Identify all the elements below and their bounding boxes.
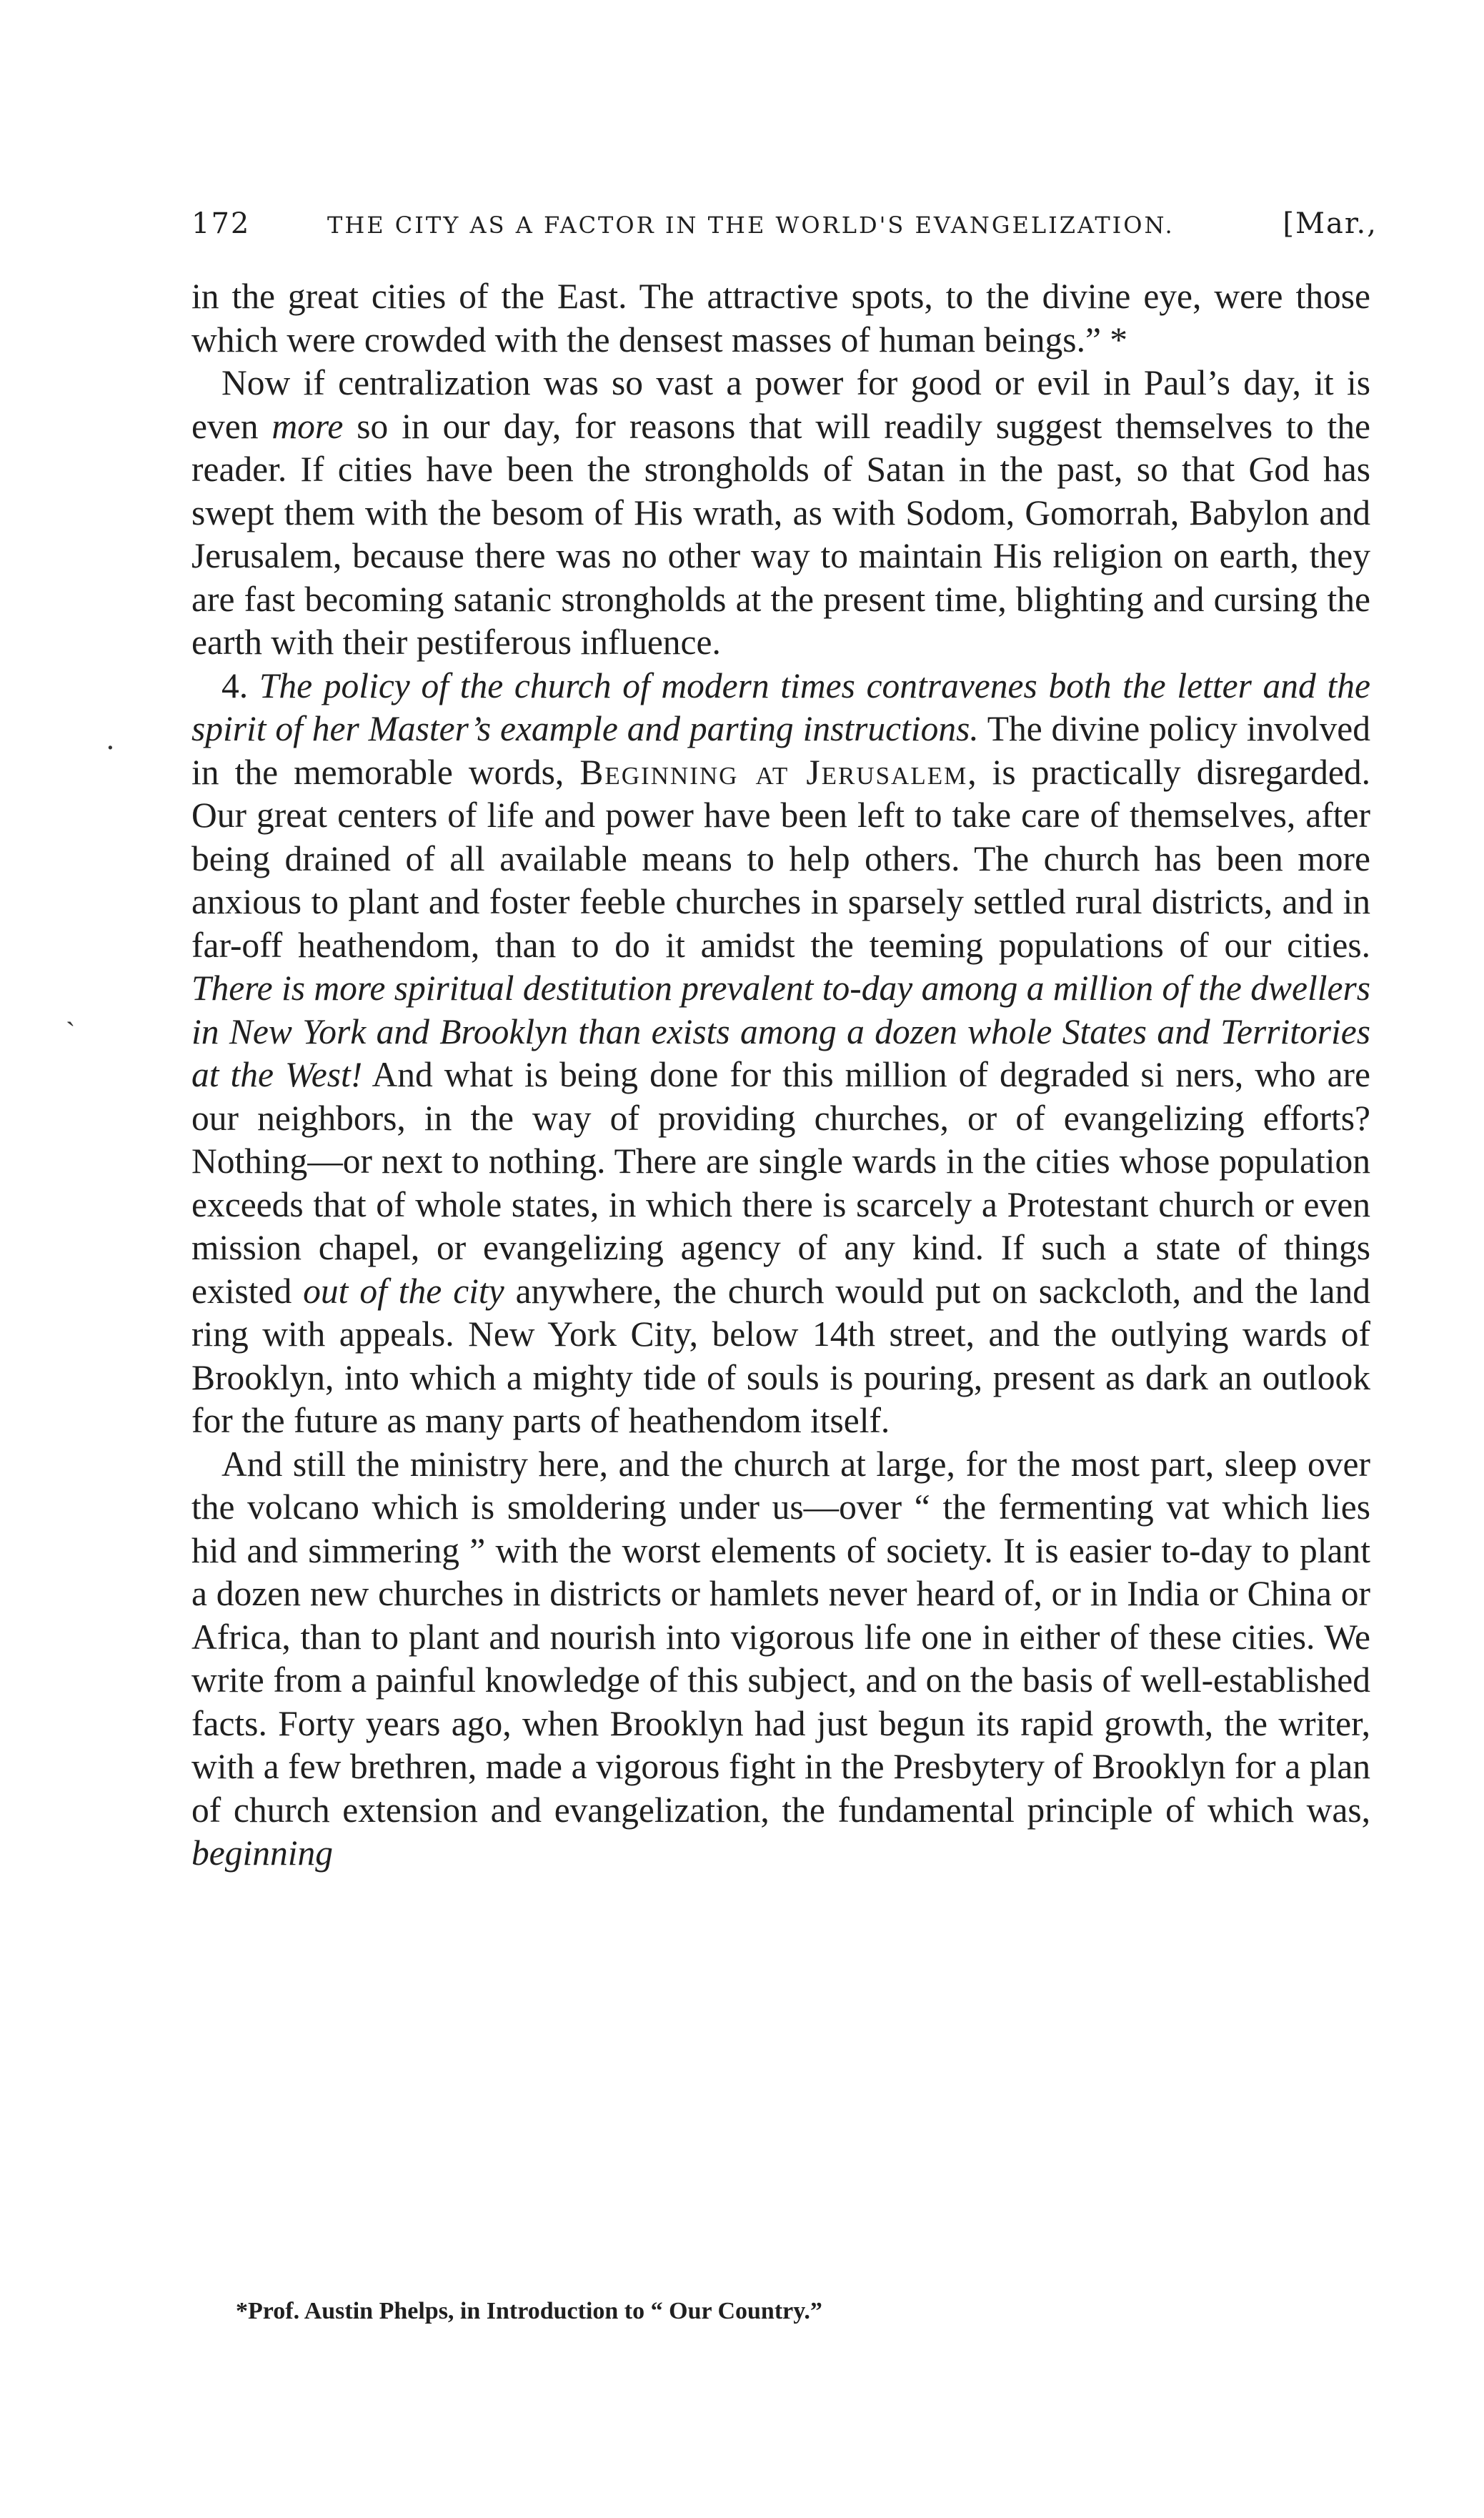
text-run: , is practically disregarded. Our great centers of life and power have been left to take care of themselves, after being drained of all available means to help others. The church has been more anxious to plant and foster feeble churches in sparsely settled rural districts, and in far-off heathendom, than to do it amidst the teeming populations of our cities. — [191, 752, 1370, 965]
paragraph-4 — [191, 1443, 1370, 1875]
paragraph-2 — [191, 362, 1370, 665]
text-run: And what is being done for this million of degraded si ners, who are our neighbors, in the way of providing churches, or of evangelizing efforts? Nothing—or next to nothing. There are single wards in the cities whose population exceeds that of whole states, in which there is scarcely a Protestant church or even mission chapel, or evangelizing agency of any kind. If such a state of things existed — [191, 1055, 1370, 1311]
margin-tick: ˏ — [66, 994, 76, 1027]
running-header — [191, 207, 1378, 257]
text-run: The divine policy involved in the memorable words, — [191, 709, 1370, 792]
text-run: 4. — [221, 665, 259, 705]
text-run: in the great cities of the East. The attractive spots, to the divine eye, were those which were crowded with the densest masses of human beings.” * — [191, 277, 1370, 360]
text-run: Now if centralization was so vast a power for good or evil in Paul’s day, it is even — [191, 363, 1370, 446]
emphasis-out-of-city: out of the city — [303, 1271, 504, 1311]
text-run: anywhere, the church would put on sackcloth, and the land ring with appeals. New York City, below 14th street, and the outlying wards of Brooklyn, into which a mighty tide of souls is pouring, present as dark an outlook for the future as many parts of heathendom itself. — [191, 1271, 1370, 1440]
emphasis-more: more — [272, 406, 344, 446]
page-number: 172 — [191, 207, 251, 240]
paragraph-1 — [191, 275, 1370, 362]
section-heading-italic: The policy of the church of modern times contravenes both the letter and the spirit of her Master’s example and parting instructions. — [191, 665, 1370, 748]
body-text — [191, 275, 1370, 1875]
emphasis-destitution: There is more spiritual destitution prevalent to-day among a million of the dwellers in New York and Brooklyn than exists among a dozen whole States and Territories at the West! — [191, 968, 1370, 1094]
running-section: [Mar., — [1283, 207, 1378, 240]
paragraph-3 — [191, 665, 1370, 1443]
small-caps-phrase: Beginning at Jerusalem — [579, 752, 968, 792]
margin-dot: . — [106, 723, 115, 756]
running-title: THE CITY AS A FACTOR IN THE WORLD'S EVANGELIZATION. — [327, 212, 1175, 239]
emphasis-beginning: beginning — [191, 1833, 333, 1873]
text-run: so in our day, for reasons that will readily suggest themselves to the reader. If cities have been the strongholds of Satan in the past, so that God has swept them with the besom of His wrath, as with Sodom, Gomorrah, Babylon and Jerusalem, because there was no other way to maintain His religion on earth, they are fast becoming satanic strongholds at the present time, blighting and cursing the earth with their pestiferous influence. — [191, 406, 1370, 662]
text-run: And still the ministry here, and the church at large, for the most part, sleep over the volcano which is smoldering under us—over “ the fermenting vat which lies hid and simmering ” with the worst elements of society. It is easier to-day to plant a dozen new churches in districts or hamlets never heard of, or in India or China or Africa, than to plant and nourish into vigorous life one in either of these cities. We write from a painful knowledge of this subject, and on the basis of well-established facts. Forty years ago, when Brooklyn had just begun its rapid growth, the writer, with a few brethren, made a vigorous fight in the Presbytery of Brooklyn for a plan of church extension and evangelization, the fundamental principle of which was, — [191, 1444, 1370, 1830]
footnote: *Prof. Austin Phelps, in Introduction to “ Our Country.” — [236, 2298, 822, 2324]
